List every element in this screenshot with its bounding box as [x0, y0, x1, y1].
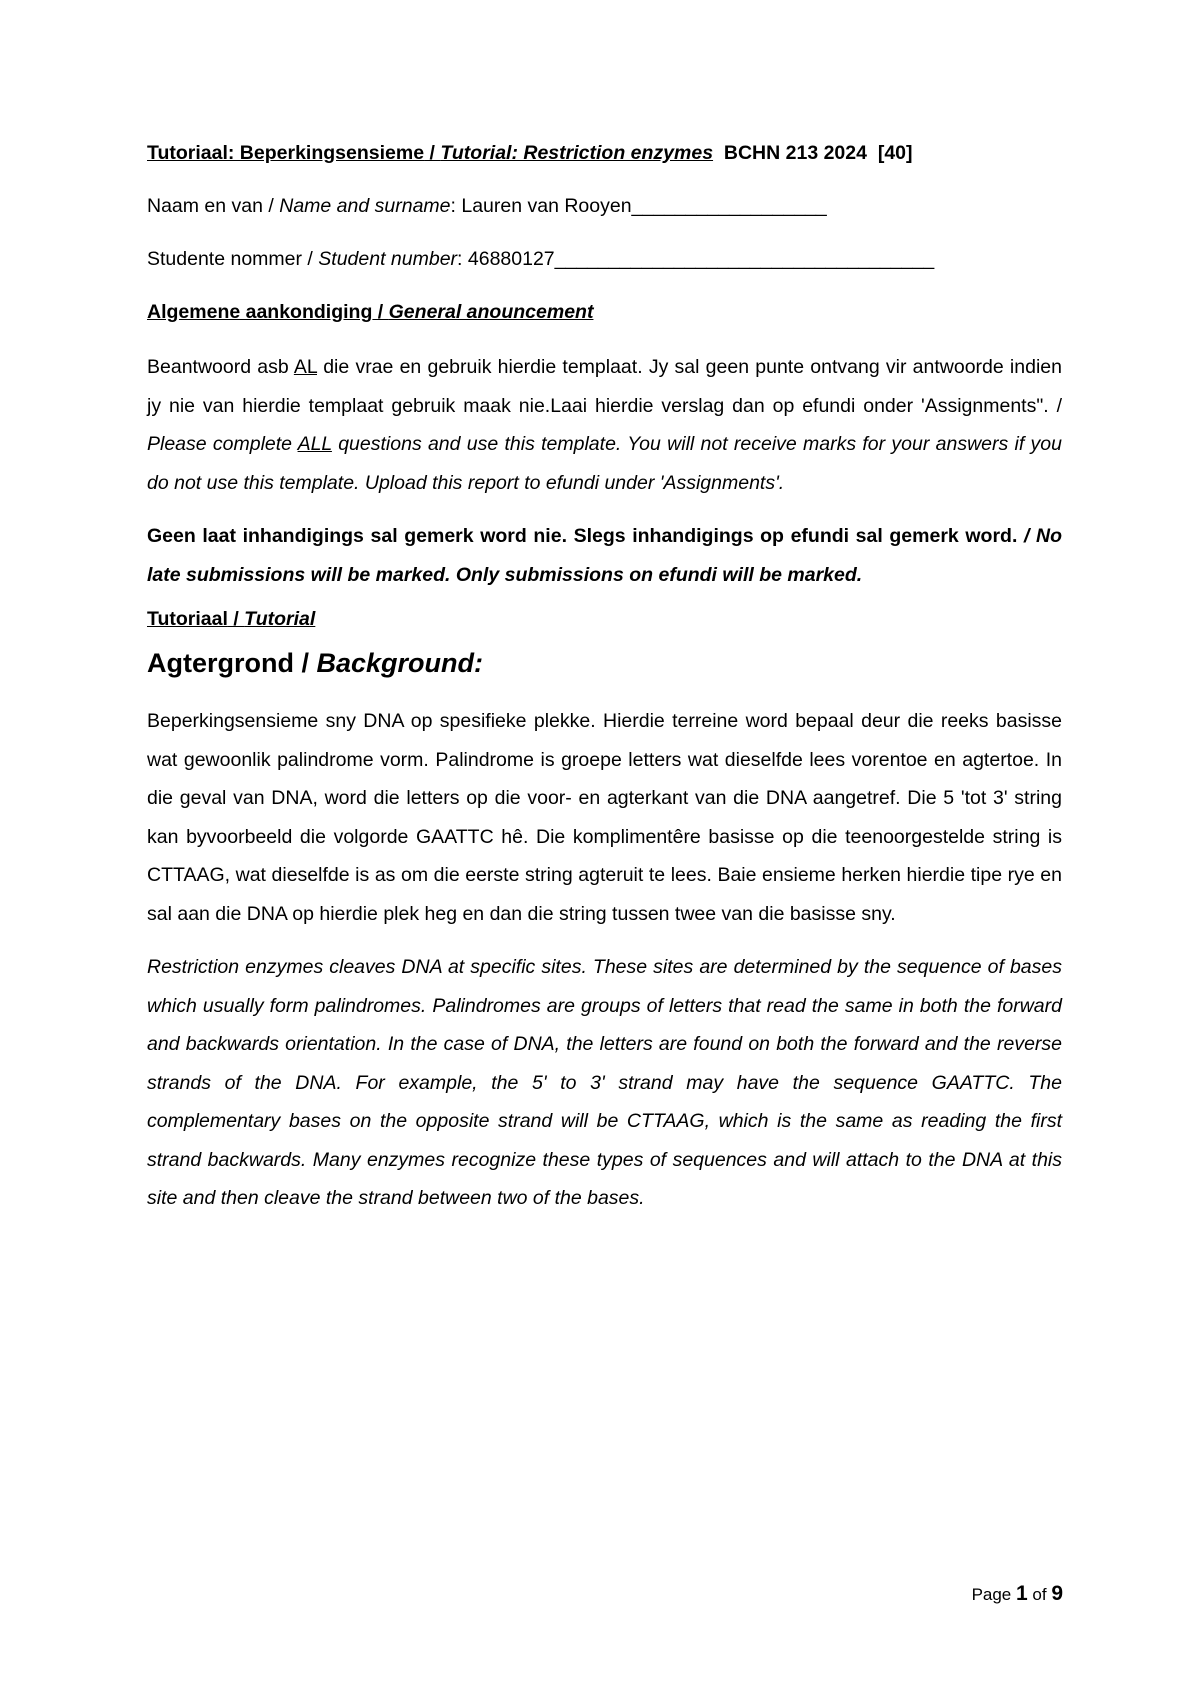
background-heading — [147, 646, 1062, 680]
of-word: of — [1027, 1585, 1052, 1604]
tutorial-heading-english: Tutorial — [244, 608, 316, 630]
announcement-heading-separator: / — [372, 301, 389, 323]
course-code: BCHN 213 2024 — [723, 142, 867, 164]
student-label-afrikaans: Studente nommer — [147, 248, 303, 270]
tutorial-heading-afrikaans: Tutoriaal — [147, 608, 228, 630]
title-separator: / — [424, 142, 441, 164]
announcement-text-afr-2: die vrae en gebruik hierdie templaat. Jy sal geen punte ontvang vir antwoorde indien jy nie van hierdie templaat gebruik maak nie.Laai hierdie verslag dan op efundi onder 'Assignments". / — [147, 356, 1062, 417]
page-current: 1 — [1016, 1582, 1028, 1605]
announcement-text-eng-all: ALL — [297, 433, 332, 455]
announcement-text-eng-2: questions and use this template. You will not receive marks for your answers if you do not use this template. Upload this report to efundi under 'Assignments'. — [147, 433, 1062, 494]
title-english: Tutorial: Restriction enzymes — [440, 142, 714, 164]
name-label-separator: / — [262, 195, 280, 217]
student-label-english: Student number — [318, 248, 458, 270]
page-content — [147, 140, 1062, 1233]
background-heading-english: Background: — [316, 648, 484, 678]
announcement-paragraph — [147, 348, 1062, 502]
background-heading-afrikaans: Agtergrond / — [147, 648, 317, 678]
page-word: Page — [971, 1585, 1016, 1604]
announcement-heading-afrikaans: Algemene aankondiging — [147, 301, 373, 323]
announcement-text-afr-all: AL — [293, 356, 317, 378]
late-notice-english: / No late submissions will be marked. Only submissions on efundi will be marked. — [147, 525, 1062, 586]
name-value[interactable]: : Lauren van Rooyen__________________ — [450, 195, 827, 217]
announcement-heading — [147, 299, 1062, 325]
page-total: 9 — [1051, 1582, 1063, 1605]
total-marks: [40] — [877, 142, 913, 164]
page-number-footer — [972, 1582, 1063, 1607]
name-label-english: Name and surname — [279, 195, 451, 217]
student-number-field — [147, 246, 1062, 272]
late-notice-afrikaans: Geen laat inhandigings sal gemerk word nie. Slegs inhandigings op efundi sal gemerk word. — [147, 525, 1018, 547]
title-afrikaans: Tutoriaal: Beperkingsensieme — [147, 142, 425, 164]
tutorial-heading-separator: / — [227, 608, 245, 630]
background-paragraph-afrikaans: Beperkingsensieme sny DNA op spesifieke plekke. Hierdie terreine word bepaal deur die reeks basisse wat gewoonlik palindrome vorm. Palindrome is groepe letters wat dieselfde lees vorentoe en agtertoe. In die geval van DNA, word die letters op die voor- en agterkant van die DNA aangetref. Die 5 'tot 3' string kan byvoorbeeld die volgorde GAATTC hê. Die komplimentêre basisse op die teenoorgestelde string is CTTAAG, wat dieselfde is as om die eerste string agteruit te lees. Baie ensieme herken hierdie tipe rye en sal aan die DNA op hierdie plek heg en dan die string tussen twee van die basisse sny. — [147, 710, 1062, 925]
student-number-value[interactable]: : 46880127___________________________________ — [457, 248, 935, 270]
announcement-text-afr-1: Beantwoord asb — [147, 356, 294, 378]
tutorial-heading — [147, 606, 1062, 632]
announcement-heading-english: General anouncement — [388, 301, 594, 323]
student-label-separator: / — [302, 248, 319, 270]
announcement-text-eng-1: Please complete — [147, 433, 298, 455]
name-field — [147, 193, 1062, 219]
name-label-afrikaans: Naam en van — [147, 195, 263, 217]
background-paragraph-english: Restriction enzymes cleaves DNA at specific sites. These sites are determined by the sequence of bases which usually form palindromes. Palindromes are groups of letters that read the same in both the forward and backwards orientation. In the case of DNA, the letters are found on both the forward and the reverse strands of the DNA. For example, the 5' to 3' strand may have the sequence GAATTC. The complementary bases on the opposite strand will be CTTAAG, which is the same as reading the first strand backwards. Many enzymes recognize these types of sequences and will attach to the DNA at this site and then cleave the strand between two of the bases. — [147, 956, 1062, 1209]
late-submission-notice — [147, 517, 1062, 594]
document-title — [147, 140, 1062, 166]
